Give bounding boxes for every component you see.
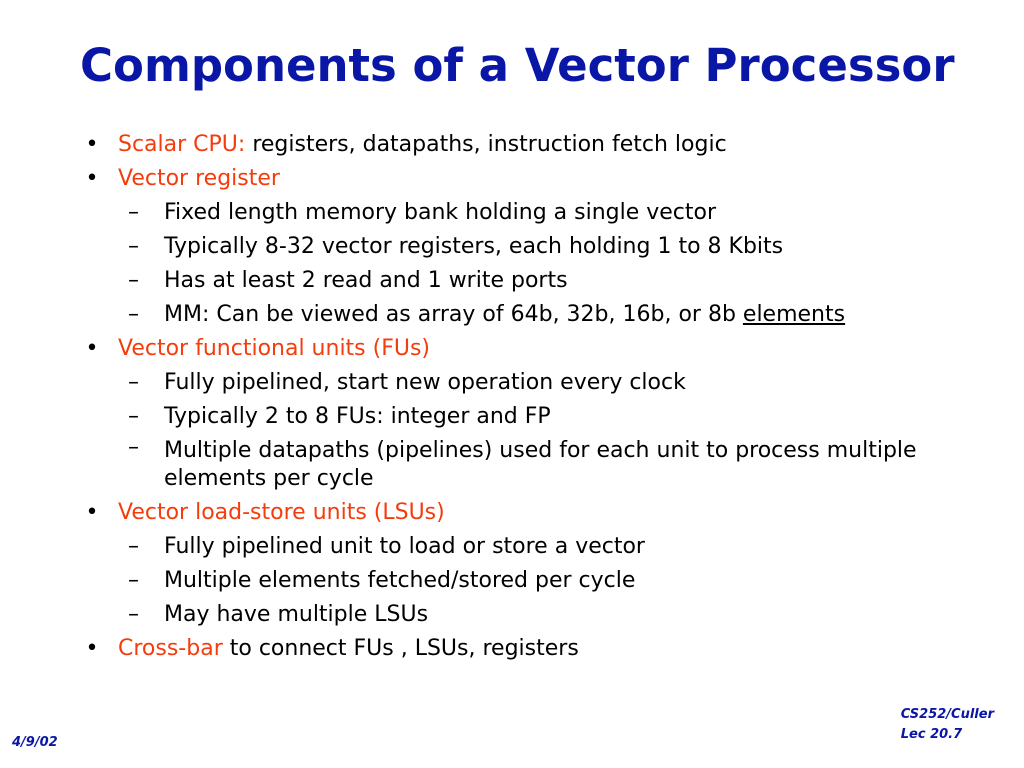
sub-bullet-text: Multiple datapaths (pipelines) used for each unit to process multiple elements per cycle [164, 438, 917, 491]
sub-bullet-text: Fixed length memory bank holding a single vector [164, 200, 717, 225]
sub-bullet-text: Typically 8-32 vector registers, each holding 1 to 8 Kbits [164, 234, 784, 259]
sub-bullet [84, 366, 964, 400]
sub-bullet [84, 196, 964, 230]
sub-bullet-text: Fully pipelined, start new operation every clock [164, 370, 686, 395]
course-label: CS252/Culler [900, 707, 994, 722]
bullet-key: Vector register [118, 166, 280, 191]
sub-bullet [84, 264, 964, 298]
bullet-key: Vector load-store units (LSUs) [118, 500, 445, 525]
bullet-scalar-cpu [84, 128, 964, 162]
sub-bullet [84, 530, 964, 564]
sub-bullet [84, 564, 964, 598]
dash-marker: – [128, 370, 139, 395]
footer-course-info [901, 705, 994, 745]
dash-marker: – [128, 404, 139, 429]
dash-marker: – [128, 200, 139, 225]
sub-bullet-text: Typically 2 to 8 FUs: integer and FP [164, 404, 551, 429]
bullet-key: Cross-bar [118, 636, 223, 661]
footer-date: 4/9/02 [12, 735, 58, 750]
bullet-marker: • [85, 636, 99, 661]
bullet-text: registers, datapaths, instruction fetch logic [245, 132, 727, 157]
dash-marker: – [128, 602, 139, 627]
bullet-key: Scalar CPU: [118, 132, 246, 157]
bullet-marker: • [85, 132, 99, 157]
sub-bullet [84, 298, 964, 332]
slide-title: Components of a Vector Processor [80, 39, 955, 92]
dash-marker: – [128, 302, 139, 327]
sub-bullet-text: Multiple elements fetched/stored per cycle [164, 568, 636, 593]
bullet-functional-units [84, 332, 964, 366]
bullet-cross-bar [84, 632, 964, 666]
bullet-marker: • [85, 500, 99, 525]
dash-marker: – [128, 568, 139, 593]
bullet-marker: • [85, 336, 99, 361]
bullet-marker: • [85, 166, 99, 191]
bullet-list [84, 128, 964, 666]
dash-marker: – [128, 268, 139, 293]
underlined-term: elements [742, 302, 846, 327]
sub-bullet [84, 434, 964, 496]
sub-bullet [84, 598, 964, 632]
dash-marker: – [128, 534, 139, 559]
sub-bullet-text: MM: Can be viewed as array of 64b, 32b, 16b, or 8b [164, 302, 743, 327]
lecture-label: Lec 20.7 [900, 727, 963, 742]
bullet-load-store-units [84, 496, 964, 530]
sub-bullet-text: Has at least 2 read and 1 write ports [164, 268, 568, 293]
sub-bullet-text: Fully pipelined unit to load or store a vector [164, 534, 645, 559]
dash-marker: – [128, 435, 139, 460]
sub-bullet [84, 230, 964, 264]
bullet-text: to connect FUs , LSUs, registers [222, 636, 579, 661]
dash-marker: – [128, 234, 139, 259]
sub-bullet [84, 400, 964, 434]
bullet-vector-register [84, 162, 964, 196]
bullet-key: Vector functional units (FUs) [118, 336, 431, 361]
sub-bullet-text: May have multiple LSUs [164, 602, 429, 627]
